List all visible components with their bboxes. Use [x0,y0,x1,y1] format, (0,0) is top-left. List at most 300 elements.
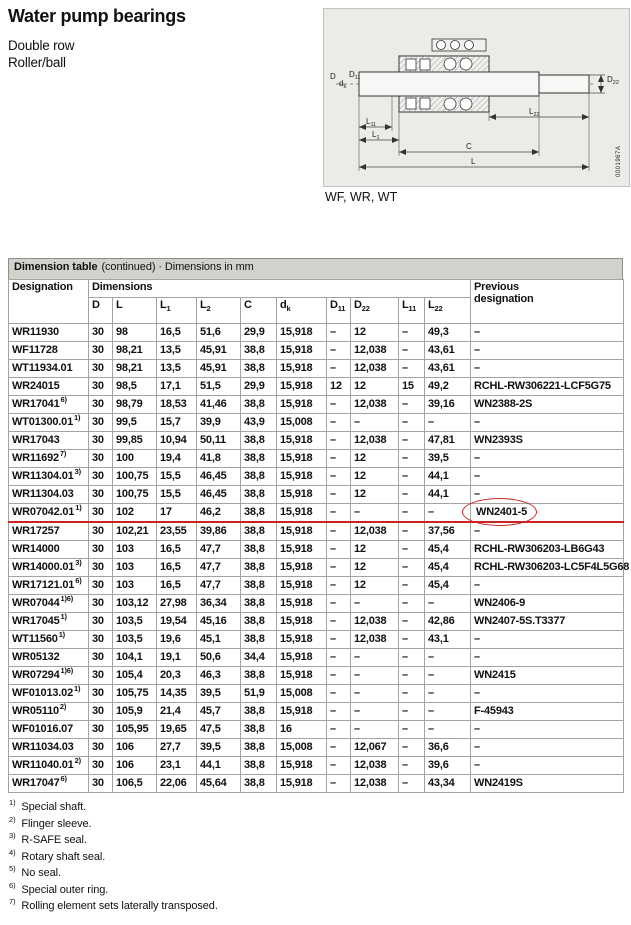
table-row [9,378,624,396]
value-cell: – [351,685,399,703]
value-cell: 43,34 [425,775,471,793]
value-cell: – [351,649,399,667]
value-cell: – [399,504,425,523]
value-cell: 12,038 [351,360,399,378]
value-cell: 45,91 [197,360,241,378]
shaft-outline [359,72,589,96]
value-cell: 98,21 [113,342,157,360]
footnote-ref: 1)6) [60,666,74,676]
value-cell: 99,5 [113,414,157,432]
footnote-ref: 1) [73,413,81,423]
table-title-suffix: (continued) · Dimensions in mm [101,261,254,273]
designation-cell: WT11934.01 [9,360,89,378]
value-cell: – [327,324,351,342]
value-cell: 98,21 [113,360,157,378]
value-cell: 21,4 [157,703,197,721]
dimension-table [8,279,630,793]
value-cell: 102 [113,504,157,523]
footnotes [8,799,623,915]
value-cell: 38,8 [241,757,277,775]
value-cell: – [399,342,425,360]
designation-cell: WF01016.07 [9,721,89,739]
value-cell: – [399,649,425,667]
value-cell: 45,1 [197,631,241,649]
value-cell: 39,16 [425,396,471,414]
value-cell: – [399,757,425,775]
footnote: $^{6)}$ Special outer ring. [9,880,109,896]
value-cell: 12,038 [351,432,399,450]
value-cell: 38,8 [241,342,277,360]
subtitle-double-row: Double row [8,38,75,53]
value-cell: 38,8 [241,739,277,757]
designation-cell: WR17047$^{6)}$ [9,775,89,793]
designation-cell: WR11304.03 [9,486,89,504]
footnote-marker: 4) [9,847,16,857]
table-title-bar [8,258,623,279]
value-cell: 105,75 [113,685,157,703]
value-cell: – [327,522,351,541]
value-cell: 15,918 [277,703,327,721]
page-title: Water pump bearings [8,6,186,26]
value-cell: – [327,739,351,757]
value-cell: 15,918 [277,559,327,577]
footnote-ref: 3) [74,467,81,477]
value-cell: 38,8 [241,595,277,613]
table-row [9,486,624,504]
value-cell: 44,1 [197,757,241,775]
value-cell: – [327,595,351,613]
value-cell: 106 [113,739,157,757]
value-cell: 38,8 [241,396,277,414]
value-cell: 16,5 [157,541,197,559]
value-cell: – [351,703,399,721]
col-header-l1: $L_1$ [157,298,197,324]
drawing-code: 0001967A [616,145,622,177]
dim-label-D11: $D_{11}$ [349,70,361,81]
footnote-marker: 5) [9,864,16,874]
value-cell: 39,5 [197,685,241,703]
value-cell: 38,8 [241,775,277,793]
value-cell: – [351,595,399,613]
value-cell: 99,85 [113,432,157,450]
value-cell: 30 [89,703,113,721]
value-cell: 16,5 [157,559,197,577]
value-cell: 30 [89,414,113,432]
footnote-ref: 1) [60,612,67,622]
value-cell: 45,64 [197,775,241,793]
designation-cell: WR24015 [9,378,89,396]
value-cell: 45,4 [425,559,471,577]
designation-cell: WR17257 [9,522,89,541]
value-cell: 30 [89,595,113,613]
previous-designation-cell: – [471,414,624,432]
value-cell: – [425,685,471,703]
value-cell: 15,918 [277,631,327,649]
value-cell: 12 [351,559,399,577]
value-cell: 38,8 [241,541,277,559]
value-cell: – [327,450,351,468]
previous-designation-cell: WN2419S [471,775,624,793]
value-cell: 12 [351,468,399,486]
value-cell: – [399,522,425,541]
value-cell: – [327,775,351,793]
value-cell: – [351,504,399,523]
value-cell: 100,75 [113,486,157,504]
value-cell: 30 [89,667,113,685]
value-cell: – [327,613,351,631]
dim-label-L22: $L_{22}$ [529,107,540,118]
value-cell: – [327,685,351,703]
previous-designation-cell: WN2415 [471,667,624,685]
value-cell: 30 [89,396,113,414]
value-cell: 12,038 [351,396,399,414]
value-cell: 51,6 [197,324,241,342]
table-row [9,360,624,378]
value-cell: 105,95 [113,721,157,739]
value-cell: 100,75 [113,468,157,486]
value-cell: 12 [351,450,399,468]
footnote-marker: 6) [9,880,16,890]
value-cell: 19,4 [157,450,197,468]
table-row [9,541,624,559]
value-cell: 105,4 [113,667,157,685]
footnote: $^{5)}$ No seal. [9,864,61,879]
value-cell: 38,8 [241,721,277,739]
designation-cell: WR17121.01$^{6)}$ [9,577,89,595]
col-header-dimensions: Dimensions [89,280,471,298]
value-cell: – [399,775,425,793]
value-cell: 42,86 [425,613,471,631]
value-cell: 15,918 [277,450,327,468]
value-cell: 103 [113,577,157,595]
value-cell: 45,4 [425,541,471,559]
value-cell: 12,038 [351,757,399,775]
value-cell: 39,6 [425,757,471,775]
value-cell: – [425,504,471,523]
value-cell: 43,9 [241,414,277,432]
value-cell: 30 [89,649,113,667]
value-cell: 15,918 [277,541,327,559]
previous-designation-cell: F-45943 [471,703,624,721]
value-cell: 15,918 [277,522,327,541]
value-cell: – [327,360,351,378]
value-cell: – [425,595,471,613]
footnote: $^{7)}$ Rolling element sets laterally transposed. [9,897,218,912]
value-cell: 15,918 [277,595,327,613]
value-cell: 27,7 [157,739,197,757]
previous-designation-cell: – [471,450,624,468]
bearing-drawing [324,9,627,184]
designation-cell: WT11560$^{1)}$ [9,631,89,649]
footnote-ref: 2) [74,756,81,766]
value-cell: 103,5 [113,613,157,631]
value-cell: 49,3 [425,324,471,342]
value-cell: 15,918 [277,342,327,360]
previous-designation-cell: RCHL-RW306203-LB6G43 [471,541,624,559]
value-cell: 38,8 [241,577,277,595]
value-cell: 15,7 [157,414,197,432]
value-cell: – [327,559,351,577]
previous-designation-cell: – [471,631,624,649]
designation-cell: WR11692$^{7)}$ [9,450,89,468]
footnote-marker: 7) [9,897,16,907]
designation-cell: WT01300.01$^{1)}$ [9,414,89,432]
red-circle-annotation: WN2401-5 [476,506,527,518]
value-cell: 38,8 [241,468,277,486]
value-cell: – [327,414,351,432]
value-cell: – [327,504,351,523]
footnote-marker: 2) [9,814,16,824]
table-row [9,685,624,703]
value-cell: 30 [89,324,113,342]
designation-cell: WR05110$^{2)}$ [9,703,89,721]
value-cell: 16,5 [157,577,197,595]
value-cell: 12,038 [351,631,399,649]
value-cell: 45,7 [197,703,241,721]
value-cell: 39,5 [425,450,471,468]
footnote-ref: 6) [75,576,82,586]
value-cell: – [327,342,351,360]
value-cell: 39,86 [197,522,241,541]
value-cell: – [399,432,425,450]
technical-drawing-panel [323,8,630,187]
value-cell: – [327,577,351,595]
value-cell: 30 [89,450,113,468]
previous-designation-cell: – [471,486,624,504]
value-cell: 15,918 [277,432,327,450]
previous-designation-cell: – [471,468,624,486]
footnote-marker: 1) [9,798,16,808]
previous-designation-cell: – [471,739,624,757]
value-cell: 47,81 [425,432,471,450]
value-cell: – [351,721,399,739]
value-cell: 46,2 [197,504,241,523]
previous-label-line1: Previous [474,281,519,293]
value-cell: 36,34 [197,595,241,613]
value-cell: 20,3 [157,667,197,685]
table-title: Dimension table [14,261,98,273]
value-cell: 36,6 [425,739,471,757]
col-header-c: C [241,298,277,324]
table-row [9,504,624,523]
value-cell: 102,21 [113,522,157,541]
value-cell: – [327,432,351,450]
previous-designation-cell: WN2393S [471,432,624,450]
value-cell: 12,038 [351,613,399,631]
value-cell: 38,8 [241,667,277,685]
value-cell: – [425,667,471,685]
cage-detail [432,39,486,51]
col-header-d: D [89,298,113,324]
value-cell: 41,46 [197,396,241,414]
value-cell: 30 [89,721,113,739]
value-cell: 15,008 [277,414,327,432]
table-row [9,775,624,793]
value-cell: 19,6 [157,631,197,649]
value-cell: 38,8 [241,559,277,577]
value-cell: 43,1 [425,631,471,649]
designation-cell: WR05132 [9,649,89,667]
value-cell: 43,61 [425,342,471,360]
value-cell: 45,4 [425,577,471,595]
table-row [9,757,624,775]
value-cell: – [399,721,425,739]
value-cell: 15,5 [157,486,197,504]
value-cell: 30 [89,631,113,649]
value-cell: 19,54 [157,613,197,631]
value-cell: 15,008 [277,685,327,703]
value-cell: 12 [351,378,399,396]
value-cell: 15,918 [277,775,327,793]
table-row [9,432,624,450]
designation-cell: WR07042.01$^{1)}$ [9,504,89,523]
col-header-l11: $L_{11}$ [399,298,425,324]
footnote: $^{2)}$ Flinger sleeve. [9,814,92,830]
col-header-d11: $D_{11}$ [327,298,351,324]
value-cell: 46,45 [197,486,241,504]
value-cell: – [399,739,425,757]
value-cell: 47,7 [197,559,241,577]
value-cell: – [327,468,351,486]
previous-designation-cell: – [471,757,624,775]
value-cell: – [399,703,425,721]
table-body [9,324,630,793]
value-cell: 12,038 [351,522,399,541]
table-row [9,739,624,757]
value-cell: 19,65 [157,721,197,739]
value-cell: – [327,541,351,559]
value-cell: 50,6 [197,649,241,667]
designation-cell: WR14000.01$^{3)}$ [9,559,89,577]
value-cell: – [399,414,425,432]
table-row [9,649,624,667]
value-cell: 15,918 [277,468,327,486]
value-cell: 30 [89,504,113,523]
table-row [9,703,624,721]
table-row [9,396,624,414]
value-cell: 30 [89,378,113,396]
designation-cell: WR11930 [9,324,89,342]
value-cell: 105,9 [113,703,157,721]
value-cell: 44,1 [425,468,471,486]
value-cell: – [399,577,425,595]
designation-cell: WR11304.01$^{3)}$ [9,468,89,486]
previous-designation-cell: RCHL-RW306203-LC5F4L5G68 [471,559,624,577]
value-cell: 30 [89,757,113,775]
value-cell: 38,8 [241,432,277,450]
value-cell: 17,1 [157,378,197,396]
col-header-l22: $L_{22}$ [425,298,471,324]
footnote: $^{1)}$ Special shaft. [9,798,87,813]
footnote-ref: 2) [59,702,67,712]
value-cell: 30 [89,486,113,504]
table-row [9,595,624,613]
value-cell: – [399,685,425,703]
dim-label-L1: $L_1$ [372,130,380,141]
value-cell: – [399,667,425,685]
designation-cell: WR11040.01$^{2)}$ [9,757,89,775]
value-cell: 30 [89,468,113,486]
dim-label-L11: $L_{11}$ [366,117,377,128]
table-row [9,468,624,486]
dimension-table-section [8,258,630,915]
value-cell: 29,9 [241,324,277,342]
value-cell: 15,918 [277,360,327,378]
previous-designation-cell: – [471,685,624,703]
value-cell: 23,1 [157,757,197,775]
table-row [9,414,624,432]
value-cell: – [399,468,425,486]
designation-cell: WR17045$^{1)}$ [9,613,89,631]
value-cell: 47,7 [197,541,241,559]
table-row [9,450,624,468]
value-cell: 15,918 [277,486,327,504]
value-cell: 103,5 [113,631,157,649]
value-cell: 12,038 [351,775,399,793]
value-cell: 12 [351,486,399,504]
value-cell: – [399,486,425,504]
value-cell: 45,91 [197,342,241,360]
value-cell: 15,918 [277,667,327,685]
value-cell: 100 [113,450,157,468]
value-cell: 37,56 [425,522,471,541]
value-cell: 15 [399,378,425,396]
value-cell: 14,35 [157,685,197,703]
previous-designation-cell: – [471,360,624,378]
value-cell: – [327,721,351,739]
value-cell: 16 [277,721,327,739]
value-cell: 38,8 [241,631,277,649]
value-cell: – [425,703,471,721]
value-cell: – [399,595,425,613]
value-cell: 106 [113,757,157,775]
value-cell: – [327,631,351,649]
previous-designation-cell [471,504,624,523]
value-cell: 12,038 [351,342,399,360]
value-cell: – [399,360,425,378]
value-cell: 15,918 [277,649,327,667]
value-cell: 22,06 [157,775,197,793]
table-row [9,613,624,631]
dim-label-C: C [466,142,472,151]
table-row [9,577,624,595]
value-cell: 15,918 [277,324,327,342]
value-cell: 30 [89,541,113,559]
value-cell: 43,61 [425,360,471,378]
value-cell: 44,1 [425,486,471,504]
value-cell: – [399,324,425,342]
value-cell: 15,008 [277,739,327,757]
previous-designation-cell: – [471,721,624,739]
value-cell: 30 [89,685,113,703]
value-cell: – [399,613,425,631]
value-cell: – [399,450,425,468]
value-cell: 34,4 [241,649,277,667]
value-cell: – [399,396,425,414]
value-cell: 30 [89,577,113,595]
footnote-ref: 7) [59,449,67,459]
value-cell: 38,8 [241,504,277,523]
value-cell: 39,5 [197,739,241,757]
footnote-ref: 1) [58,630,65,640]
footnote-ref: 3) [75,558,82,568]
footnote-ref: 1)6) [60,594,74,604]
value-cell: – [327,649,351,667]
value-cell: 13,5 [157,360,197,378]
value-cell: 45,16 [197,613,241,631]
value-cell: 38,8 [241,360,277,378]
value-cell: 12 [327,378,351,396]
